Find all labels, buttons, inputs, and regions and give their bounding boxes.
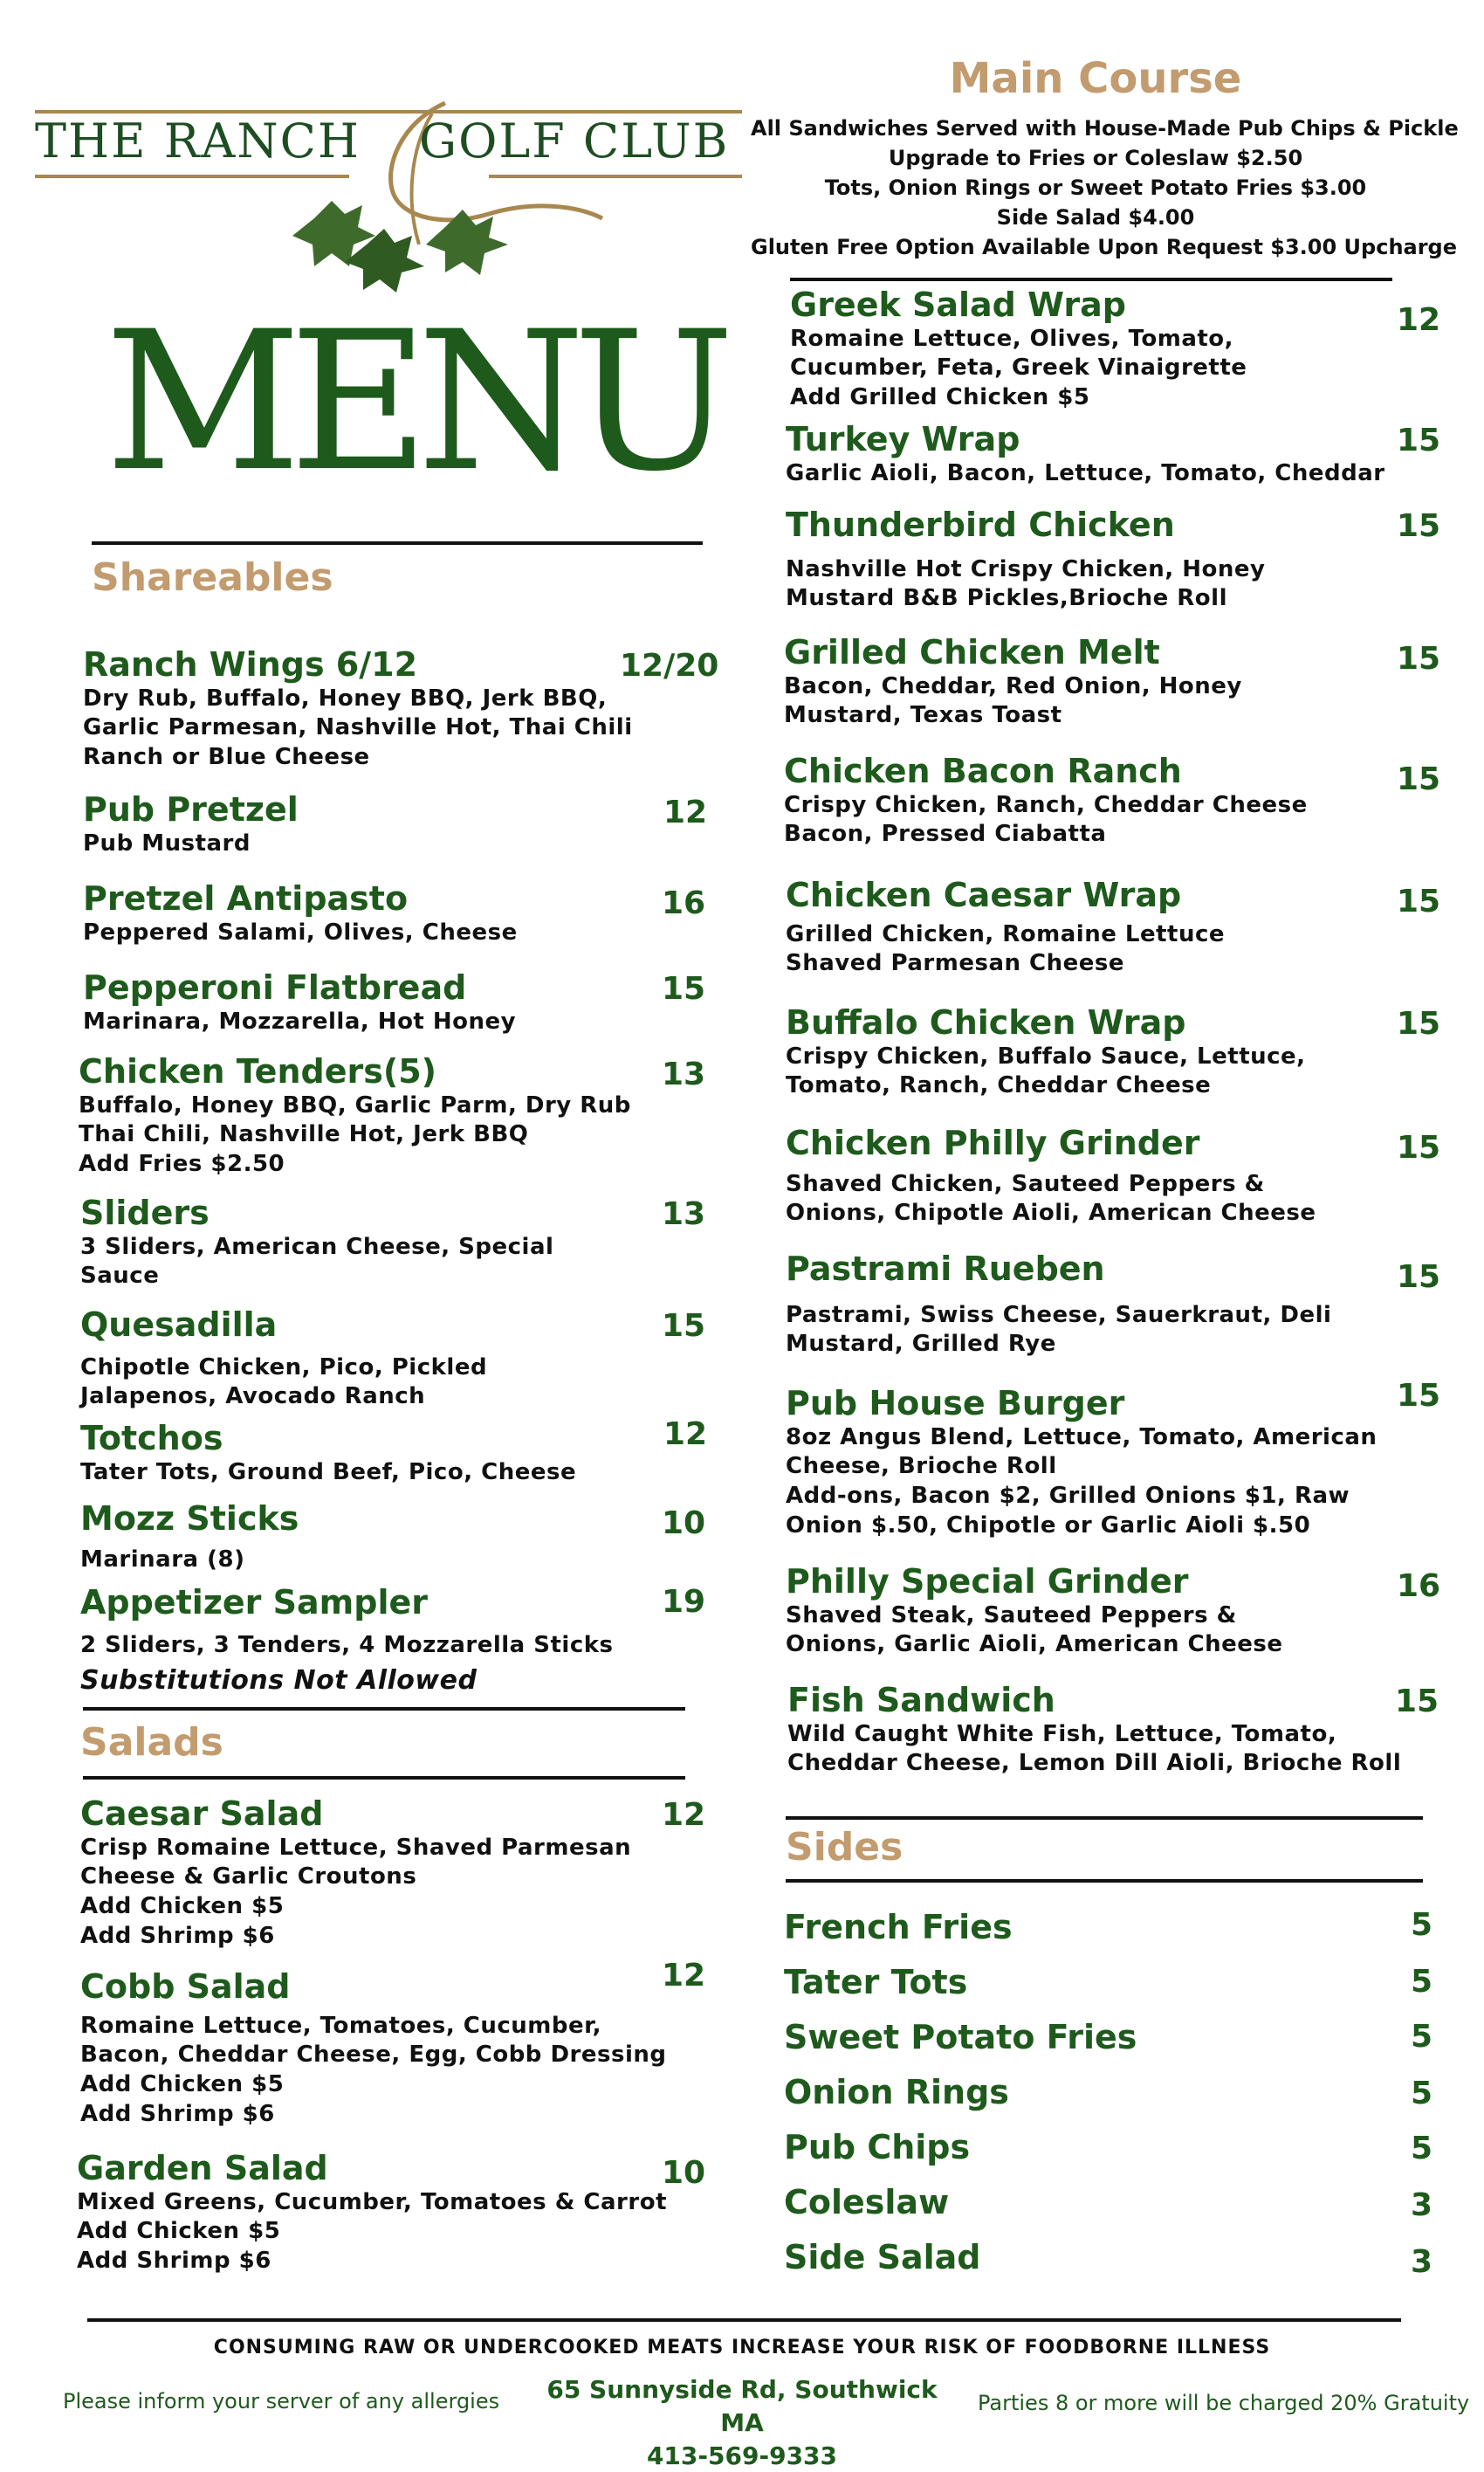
- item-desc: Cheese & Garlic Croutons: [80, 1863, 417, 1890]
- menu-item: [784, 2074, 1009, 2112]
- item-desc: Romaine Lettuce, Tomatoes, Cucumber,: [80, 2012, 602, 2039]
- item-desc: Garlic Aioli, Bacon, Lettuce, Tomato, Cheddar: [786, 459, 1385, 486]
- item-name: Chicken Philly Grinder: [786, 1124, 1200, 1162]
- item-price: 15: [1397, 1259, 1441, 1295]
- item-price: 15: [1397, 761, 1441, 797]
- main-course-note: All Sandwiches Served with House-Made Pub Chips & Pickle: [751, 116, 1459, 141]
- item-desc: Thai Chili, Nashville Hot, Jerk BBQ: [79, 1121, 529, 1148]
- item-name: French Fries: [784, 1908, 1013, 1946]
- item-desc: 3 Sliders, American Cheese, Special: [80, 1233, 554, 1260]
- menu-item: [83, 646, 633, 773]
- menu-item: [786, 506, 1265, 614]
- menu-item: [83, 969, 516, 1036]
- item-price: 5: [1411, 2019, 1433, 2055]
- item-desc: Chipotle Chicken, Pico, Pickled: [80, 1353, 488, 1381]
- item-desc: Pastrami, Swiss Cheese, Sauerkraut, Deli: [786, 1301, 1332, 1328]
- item-name: Pastrami Rueben: [786, 1250, 1105, 1288]
- item-name: Pub House Burger: [786, 1384, 1125, 1422]
- menu-item: [83, 880, 518, 947]
- item-desc: Dry Rub, Buffalo, Honey BBQ, Jerk BBQ,: [83, 685, 608, 712]
- menu-item: [784, 753, 1308, 850]
- logo-text-left: THE RANCH: [35, 114, 361, 169]
- item-desc: Add Fries $2.50: [79, 1151, 285, 1178]
- menu-item: [784, 2019, 1137, 2057]
- item-name: Sweet Potato Fries: [784, 2018, 1137, 2056]
- item-price: 15: [1397, 1378, 1441, 1414]
- item-price: 12: [662, 1958, 706, 1993]
- item-desc: Bacon, Cheddar Cheese, Egg, Cobb Dressing: [80, 2042, 667, 2069]
- item-desc: Mustard, Texas Toast: [784, 702, 1062, 729]
- divider: [87, 2318, 1401, 2322]
- main-course-note: Upgrade to Fries or Coleslaw $2.50: [888, 146, 1303, 171]
- item-desc: Grilled Chicken, Romaine Lettuce: [786, 920, 1226, 947]
- item-note: Substitutions Not Allowed: [80, 1665, 477, 1697]
- item-name: Philly Special Grinder: [786, 1562, 1189, 1601]
- item-price: 15: [1397, 884, 1441, 919]
- item-desc: Shaved Steak, Sauteed Peppers &: [786, 1601, 1237, 1628]
- item-price: 16: [662, 885, 706, 921]
- menu-item: [784, 2184, 949, 2222]
- item-name: Side Salad: [784, 2238, 981, 2276]
- item-name: Caesar Salad: [80, 1794, 324, 1833]
- item-price: 12: [663, 1416, 708, 1452]
- menu-item: [786, 1125, 1316, 1229]
- item-price: 5: [1411, 2131, 1433, 2166]
- item-name: Chicken Caesar Wrap: [786, 876, 1182, 914]
- item-desc: Peppered Salami, Olives, Cheese: [83, 919, 518, 946]
- item-desc: 8oz Angus Blend, Lettuce, Tomato, American: [786, 1423, 1378, 1450]
- allergy-notice: Please inform your server of any allergies: [63, 2389, 500, 2413]
- phone-number: 413-569-9333: [646, 2441, 838, 2470]
- item-desc: Marinara (8): [80, 1546, 245, 1573]
- item-desc: Crispy Chicken, Buffalo Sauce, Lettuce,: [786, 1043, 1306, 1070]
- item-desc: Mustard, Grilled Rye: [786, 1331, 1056, 1358]
- item-desc: Bacon, Cheddar, Red Onion, Honey: [784, 672, 1242, 699]
- item-desc: Cheese, Brioche Roll: [786, 1453, 1057, 1480]
- item-price: 12/20: [620, 648, 719, 684]
- item-name: Pretzel Antipasto: [83, 879, 409, 918]
- item-price: 10: [662, 1505, 706, 1541]
- item-desc: Shaved Chicken, Sauteed Peppers &: [786, 1170, 1265, 1197]
- item-price: 15: [662, 971, 706, 1007]
- item-desc: Jalapenos, Avocado Ranch: [80, 1383, 426, 1410]
- main-course-title: Main Course: [949, 54, 1242, 103]
- item-name: Buffalo Chicken Wrap: [786, 1003, 1186, 1042]
- item-desc: Onions, Garlic Aioli, American Cheese: [786, 1631, 1283, 1658]
- item-price: 3: [1411, 2244, 1433, 2280]
- item-price: 16: [1397, 1568, 1441, 1604]
- menu-item: [80, 1420, 576, 1487]
- item-price: 15: [1395, 1684, 1439, 1719]
- menu-item: [80, 1795, 631, 1952]
- item-desc: Add Shrimp $6: [77, 2248, 271, 2275]
- menu-item: [786, 1563, 1283, 1660]
- item-price: 15: [1397, 508, 1441, 544]
- item-desc: Add Grilled Chicken $5: [790, 384, 1090, 411]
- item-name: Appetizer Sampler: [80, 1583, 428, 1622]
- item-price: 5: [1411, 1964, 1433, 2000]
- menu-item: [790, 286, 1247, 413]
- item-desc: Onions, Chipotle Aioli, American Cheese: [786, 1200, 1316, 1227]
- item-name: Coleslaw: [784, 2183, 950, 2221]
- item-name: Fish Sandwich: [787, 1681, 1055, 1719]
- menu-item: [786, 1004, 1306, 1101]
- item-price: 5: [1411, 1907, 1433, 1943]
- item-desc: Cucumber, Feta, Greek Vinaigrette: [790, 355, 1247, 382]
- menu-item: [784, 2239, 980, 2277]
- item-price: 5: [1411, 2076, 1433, 2111]
- item-name: Mozz Sticks: [80, 1499, 299, 1538]
- main-course-note: Side Salad $4.00: [996, 205, 1195, 231]
- item-name: Chicken Bacon Ranch: [784, 752, 1182, 790]
- club-logo: [35, 96, 742, 297]
- menu-item: [784, 2129, 970, 2167]
- item-name: Sliders: [80, 1194, 210, 1232]
- item-desc: Add Chicken $5: [77, 2218, 281, 2245]
- item-price: 13: [662, 1057, 706, 1092]
- item-desc: Pub Mustard: [83, 830, 251, 857]
- item-name: Chicken Tenders(5): [79, 1052, 437, 1091]
- item-desc: Buffalo, Honey BBQ, Garlic Parm, Dry Rub: [79, 1091, 631, 1119]
- item-desc: Sauce: [80, 1263, 160, 1290]
- item-name: Cobb Salad: [80, 1967, 291, 2006]
- main-course-note: Gluten Free Option Available Upon Request $3.00 Upcharge: [751, 235, 1458, 260]
- item-desc: Garlic Parmesan, Nashville Hot, Thai Chili: [83, 714, 633, 741]
- item-price: 15: [1397, 1130, 1441, 1166]
- item-desc: Add Chicken $5: [80, 1893, 285, 1920]
- menu-item: [784, 1909, 1013, 1947]
- item-desc: Romaine Lettuce, Olives, Tomato,: [790, 325, 1234, 352]
- item-name: Pepperoni Flatbread: [83, 968, 467, 1007]
- main-course-note: Tots, Onion Rings or Sweet Potato Fries $3.00: [824, 176, 1367, 201]
- sides-title: Sides: [786, 1825, 903, 1869]
- item-price: 15: [1397, 641, 1441, 677]
- item-price: 3: [1411, 2187, 1433, 2223]
- item-desc: Wild Caught White Fish, Lettuce, Tomato,: [787, 1720, 1337, 1747]
- item-desc: Add Shrimp $6: [80, 2101, 275, 2128]
- menu-title: MENU: [105, 290, 723, 513]
- item-desc: Mustard B&B Pickles,Brioche Roll: [786, 585, 1227, 612]
- item-name: Pub Chips: [784, 2128, 971, 2166]
- menu-item: [80, 1195, 553, 1291]
- item-name: Quesadilla: [80, 1305, 278, 1344]
- item-name: Onion Rings: [784, 2073, 1009, 2111]
- food-safety-warning: CONSUMING RAW OR UNDERCOOKED MEATS INCREASE YOUR RISK OF FOODBORNE ILLNESS: [213, 2337, 1271, 2358]
- item-desc: Tater Tots, Ground Beef, Pico, Cheese: [80, 1458, 577, 1485]
- gratuity-notice: Parties 8 or more will be charged 20% Gratuity: [978, 2391, 1470, 2415]
- menu-item: [786, 1250, 1331, 1360]
- menu-item: [80, 1500, 299, 1574]
- item-desc: Mixed Greens, Cucumber, Tomatoes & Carrot: [77, 2188, 667, 2215]
- item-price: 12: [1397, 302, 1441, 338]
- item-desc: Crispy Chicken, Ranch, Cheddar Cheese: [784, 791, 1308, 818]
- item-desc: Cheddar Cheese, Lemon Dill Aioli, Brioche Roll: [787, 1750, 1402, 1777]
- item-name: Garden Salad: [77, 2149, 328, 2187]
- main-course-header: [751, 54, 1459, 262]
- menu-item: [784, 634, 1242, 731]
- divider: [83, 1707, 685, 1711]
- item-price: 15: [662, 1308, 706, 1344]
- item-name: Turkey Wrap: [786, 420, 1020, 458]
- item-price: 13: [662, 1196, 706, 1232]
- item-desc: Marinara, Mozzarella, Hot Honey: [83, 1008, 517, 1035]
- menu-item: [77, 2150, 667, 2276]
- item-name: Totchos: [80, 1419, 223, 1457]
- item-name: Pub Pretzel: [83, 790, 299, 829]
- divider: [790, 278, 1392, 281]
- item-name: Ranch Wings 6/12: [83, 645, 418, 684]
- menu-item: [80, 1306, 487, 1412]
- item-desc: Add Chicken $5: [80, 2071, 285, 2098]
- item-desc: Add-ons, Bacon $2, Grilled Onions $1, Raw: [786, 1483, 1350, 1510]
- item-name: Grilled Chicken Melt: [784, 633, 1160, 671]
- address-line: 65 Sunnyside Rd, Southwick MA: [546, 2375, 938, 2437]
- item-price: 12: [662, 1797, 706, 1833]
- club-address: [524, 2373, 960, 2472]
- divider: [786, 1879, 1423, 1883]
- item-desc: Add Shrimp $6: [80, 1923, 275, 1950]
- item-price: 19: [662, 1584, 706, 1620]
- item-desc: 2 Sliders, 3 Tenders, 4 Mozzarella Sticks: [80, 1631, 614, 1658]
- item-desc: Nashville Hot Crispy Chicken, Honey: [786, 555, 1266, 582]
- item-price: 10: [662, 2155, 706, 2191]
- item-name: Greek Salad Wrap: [790, 286, 1126, 324]
- item-price: 15: [1397, 423, 1441, 458]
- item-price: 12: [663, 795, 708, 830]
- item-name: Thunderbird Chicken: [786, 506, 1175, 544]
- menu-item: [787, 1682, 1401, 1779]
- item-desc: Tomato, Ranch, Cheddar Cheese: [786, 1072, 1212, 1099]
- shareables-title: Shareables: [92, 555, 333, 600]
- menu-item: [80, 1584, 614, 1697]
- menu-item: [786, 421, 1385, 488]
- divider: [786, 1816, 1423, 1820]
- menu-item: [784, 1964, 967, 2002]
- salads-title: Salads: [80, 1720, 223, 1765]
- logo-text-right: GOLF CLUB: [419, 114, 730, 169]
- item-desc: Onion $.50, Chipotle or Garlic Aioli $.50: [786, 1512, 1311, 1539]
- divider: [83, 1776, 685, 1780]
- divider: [92, 541, 703, 545]
- menu-item: [79, 1053, 631, 1180]
- item-name: Tater Tots: [784, 1963, 968, 2001]
- item-price: 15: [1397, 1006, 1441, 1042]
- menu-item: [786, 877, 1225, 979]
- menu-item: [786, 1385, 1377, 1541]
- menu-item: [80, 1968, 667, 2130]
- item-desc: Crisp Romaine Lettuce, Shaved Parmesan: [80, 1834, 632, 1861]
- item-desc: Shaved Parmesan Cheese: [786, 950, 1125, 977]
- menu-item: [83, 791, 299, 858]
- item-desc: Bacon, Pressed Ciabatta: [784, 821, 1107, 848]
- item-desc: Ranch or Blue Cheese: [83, 744, 370, 771]
